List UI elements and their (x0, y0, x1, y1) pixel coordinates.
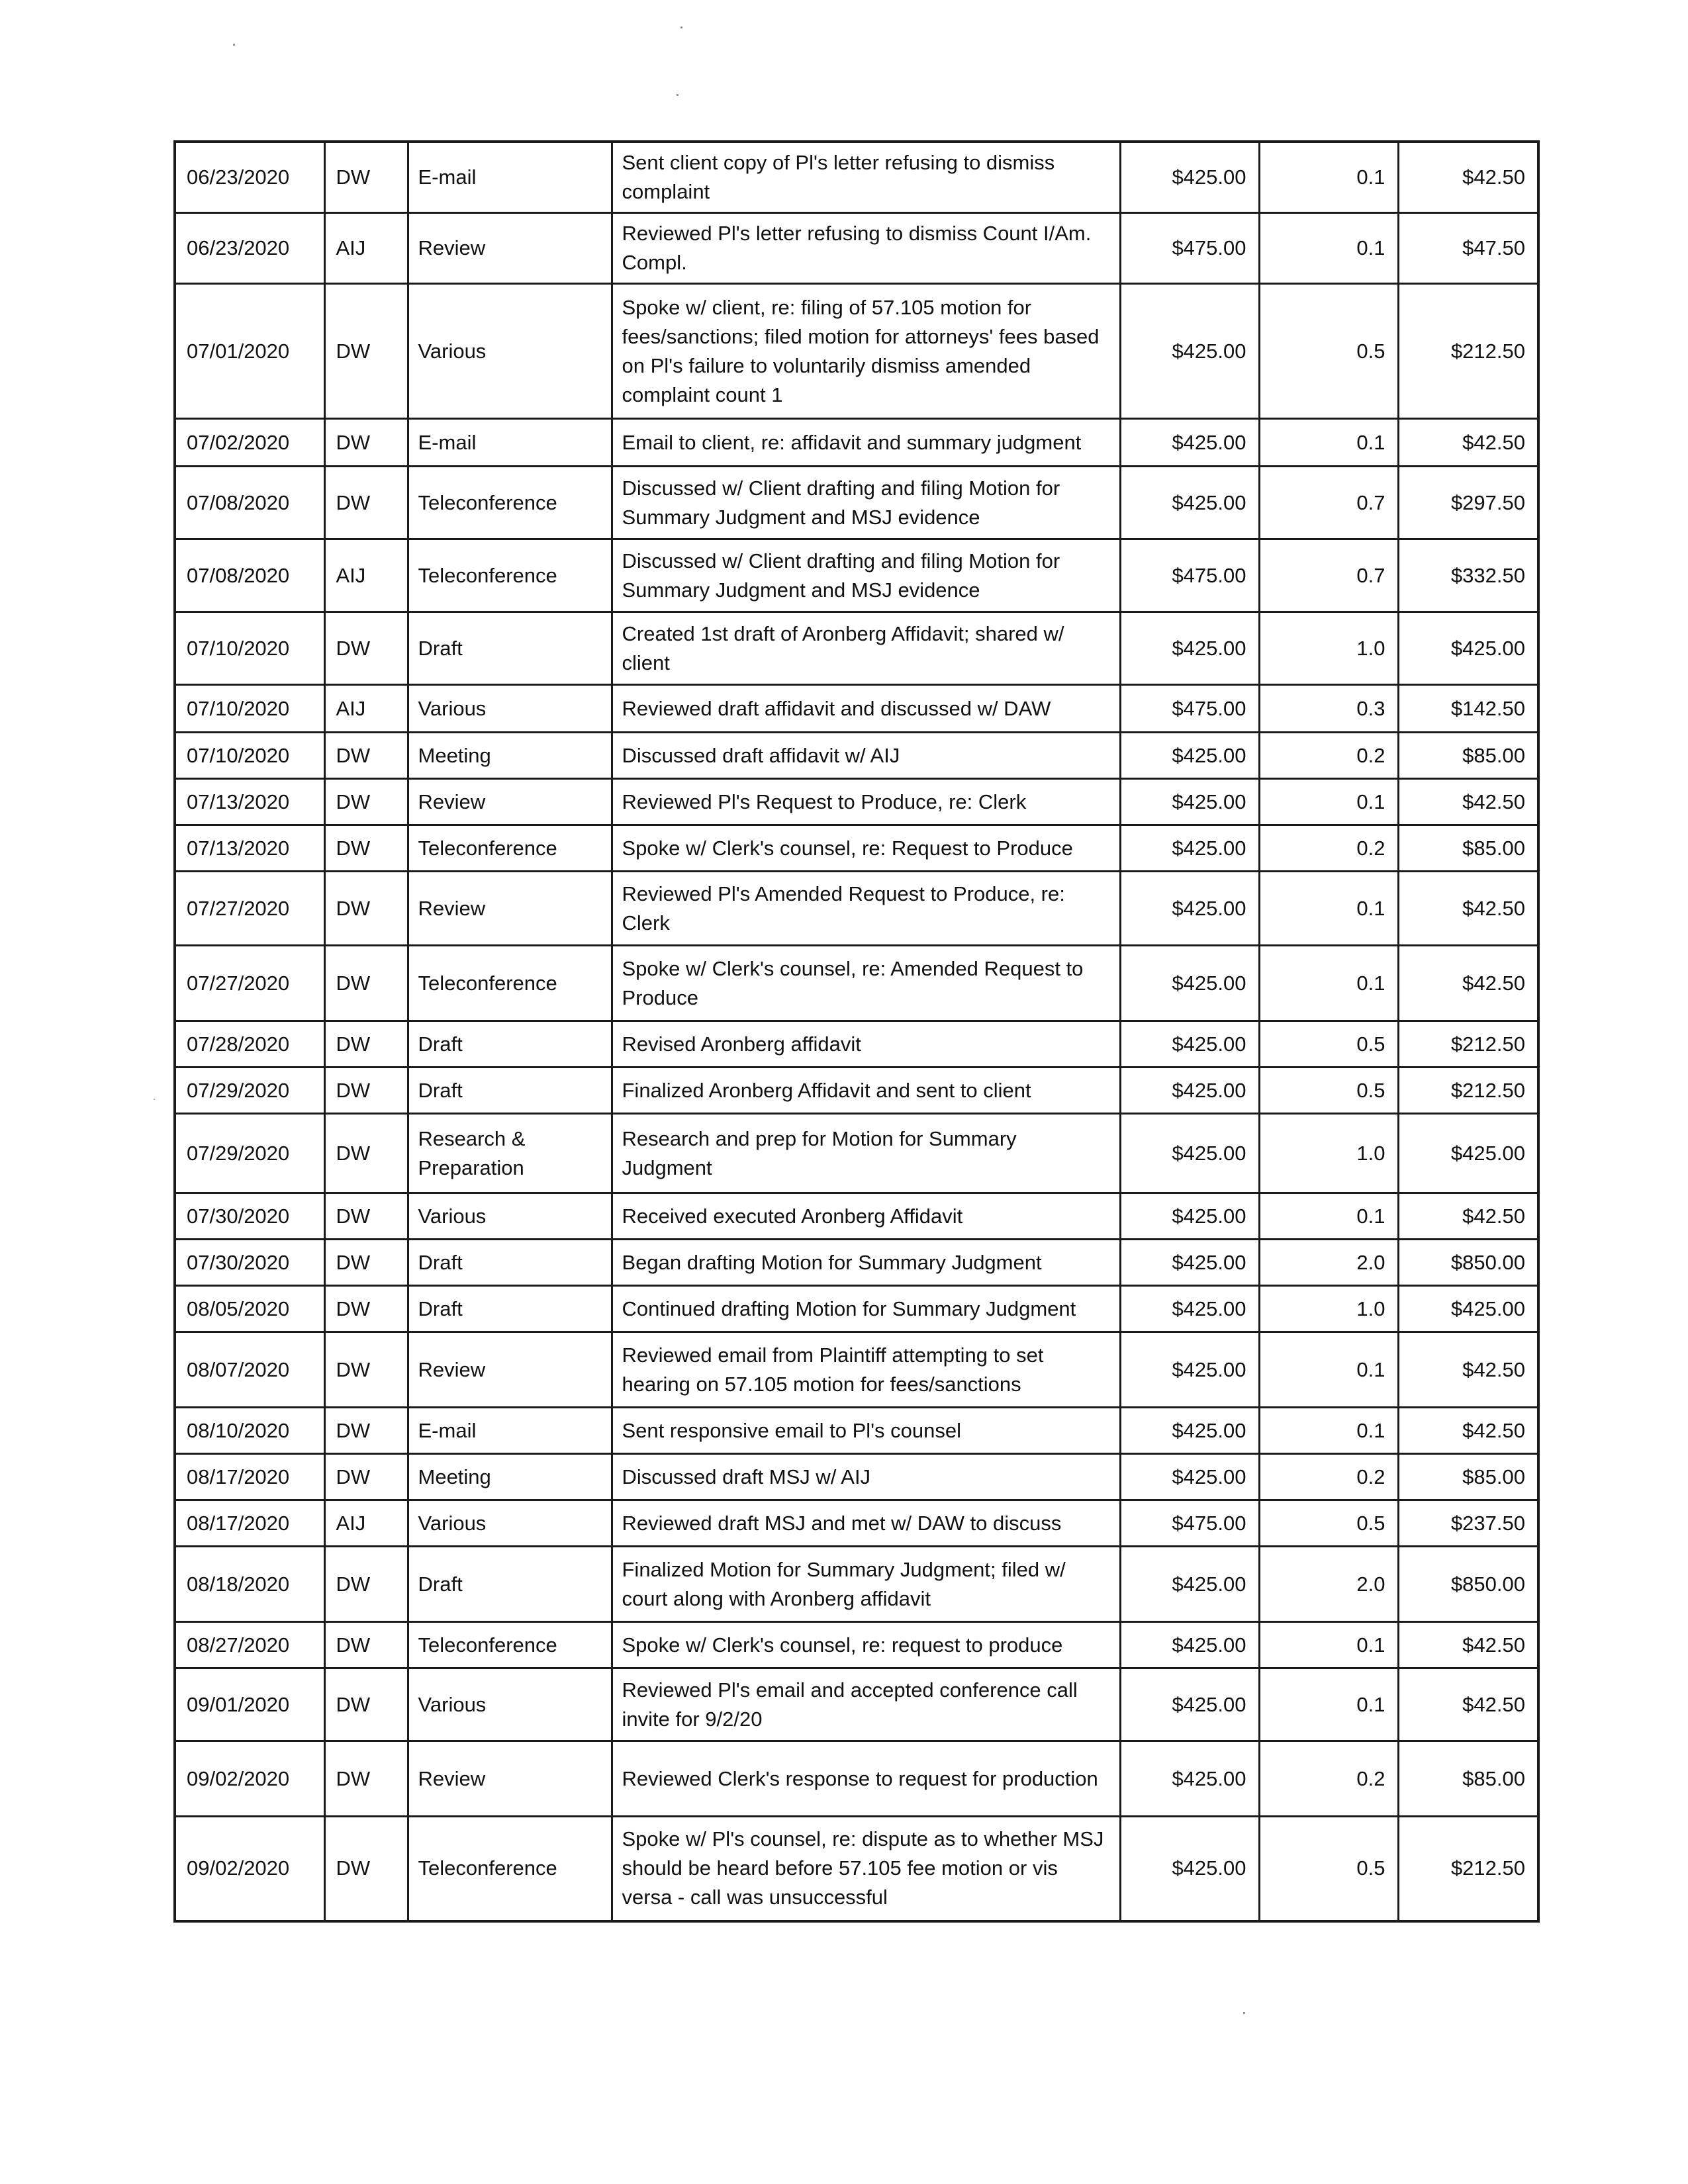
entry-activity-type: Various (408, 685, 612, 733)
entry-description: Began drafting Motion for Summary Judgment (612, 1240, 1120, 1286)
entry-rate: $425.00 (1120, 1817, 1259, 1921)
entry-amount: $85.00 (1398, 825, 1538, 872)
scan-speck (233, 44, 235, 46)
entry-rate: $425.00 (1120, 1547, 1259, 1622)
entry-hours: 0.2 (1259, 825, 1398, 872)
table-row (175, 872, 1538, 946)
entry-timekeeper: DW (324, 1547, 408, 1622)
entry-hours: 0.5 (1259, 1021, 1398, 1068)
entry-timekeeper: DW (324, 1408, 408, 1454)
entry-timekeeper: DW (324, 419, 408, 467)
entry-activity-type: Teleconference (408, 1817, 612, 1921)
entry-rate: $425.00 (1120, 946, 1259, 1021)
entry-description: Sent client copy of Pl's letter refusing to dismiss complaint (612, 142, 1120, 213)
entry-hours: 1.0 (1259, 1286, 1398, 1332)
entry-activity-type: Teleconference (408, 467, 612, 539)
table-row (175, 1021, 1538, 1068)
entry-date: 09/02/2020 (175, 1817, 324, 1921)
entry-amount: $212.50 (1398, 1068, 1538, 1114)
entry-activity-type: Teleconference (408, 539, 612, 612)
entry-description: Spoke w/ Clerk's counsel, re: Request to Produce (612, 825, 1120, 872)
entry-activity-type: E-mail (408, 1408, 612, 1454)
entry-description: Finalized Aronberg Affidavit and sent to client (612, 1068, 1120, 1114)
entry-rate: $475.00 (1120, 539, 1259, 612)
entry-timekeeper: DW (324, 142, 408, 213)
entry-amount: $237.50 (1398, 1500, 1538, 1547)
entry-activity-type: Teleconference (408, 946, 612, 1021)
entry-date: 07/10/2020 (175, 733, 324, 779)
entry-date: 07/08/2020 (175, 467, 324, 539)
scan-speck (154, 1099, 155, 1100)
table-row (175, 1240, 1538, 1286)
entry-hours: 2.0 (1259, 1547, 1398, 1622)
entry-description: Reviewed Pl's letter refusing to dismiss Count I/Am. Compl. (612, 213, 1120, 284)
entry-description: Sent responsive email to Pl's counsel (612, 1408, 1120, 1454)
entry-timekeeper: DW (324, 1193, 408, 1240)
entry-hours: 0.5 (1259, 1500, 1398, 1547)
entry-date: 07/10/2020 (175, 612, 324, 685)
entry-description: Discussed w/ Client drafting and filing Motion for Summary Judgment and MSJ evidence (612, 539, 1120, 612)
entry-activity-type: Review (408, 213, 612, 284)
entry-activity-type: Draft (408, 612, 612, 685)
entry-timekeeper: DW (324, 467, 408, 539)
table-row (175, 685, 1538, 733)
entry-description: Created 1st draft of Aronberg Affidavit; shared w/ client (612, 612, 1120, 685)
entry-description: Finalized Motion for Summary Judgment; filed w/ court along with Aronberg affidavit (612, 1547, 1120, 1622)
table-row (175, 733, 1538, 779)
entry-amount: $85.00 (1398, 1741, 1538, 1817)
entry-description: Spoke w/ Clerk's counsel, re: Amended Request to Produce (612, 946, 1120, 1021)
entry-activity-type: Various (408, 1668, 612, 1741)
entry-timekeeper: AIJ (324, 685, 408, 733)
entry-hours: 0.1 (1259, 779, 1398, 825)
entry-hours: 0.5 (1259, 284, 1398, 419)
entry-description: Spoke w/ Pl's counsel, re: dispute as to whether MSJ should be heard before 57.105 fee motion or vis versa - call was unsuccessful (612, 1817, 1120, 1921)
entry-date: 07/29/2020 (175, 1114, 324, 1193)
table-row (175, 1668, 1538, 1741)
entry-amount: $42.50 (1398, 419, 1538, 467)
table-row (175, 612, 1538, 685)
entry-activity-type: Draft (408, 1240, 612, 1286)
entry-timekeeper: DW (324, 1332, 408, 1408)
entry-hours: 0.1 (1259, 872, 1398, 946)
entry-timekeeper: DW (324, 1068, 408, 1114)
entry-activity-type: Various (408, 284, 612, 419)
entry-activity-type: Draft (408, 1286, 612, 1332)
billing-entries-table (173, 140, 1540, 1923)
entry-timekeeper: AIJ (324, 1500, 408, 1547)
table-row (175, 1286, 1538, 1332)
entry-timekeeper: DW (324, 1021, 408, 1068)
table-row (175, 213, 1538, 284)
entry-amount: $85.00 (1398, 1454, 1538, 1500)
entry-hours: 0.2 (1259, 733, 1398, 779)
entry-hours: 0.2 (1259, 1741, 1398, 1817)
entry-activity-type: Meeting (408, 1454, 612, 1500)
entry-date: 07/29/2020 (175, 1068, 324, 1114)
entry-description: Continued drafting Motion for Summary Judgment (612, 1286, 1120, 1332)
entry-date: 07/27/2020 (175, 946, 324, 1021)
entry-description: Discussed draft MSJ w/ AIJ (612, 1454, 1120, 1500)
entry-hours: 1.0 (1259, 612, 1398, 685)
entry-date: 08/18/2020 (175, 1547, 324, 1622)
entry-rate: $425.00 (1120, 872, 1259, 946)
entry-timekeeper: DW (324, 872, 408, 946)
entry-amount: $42.50 (1398, 1332, 1538, 1408)
entry-activity-type: Various (408, 1500, 612, 1547)
entry-rate: $425.00 (1120, 1622, 1259, 1668)
table-row (175, 1114, 1538, 1193)
entry-timekeeper: DW (324, 1741, 408, 1817)
entry-hours: 0.1 (1259, 1668, 1398, 1741)
entry-date: 08/05/2020 (175, 1286, 324, 1332)
table-row (175, 1068, 1538, 1114)
entry-description: Discussed w/ Client drafting and filing Motion for Summary Judgment and MSJ evidence (612, 467, 1120, 539)
entry-amount: $212.50 (1398, 1021, 1538, 1068)
entry-hours: 0.5 (1259, 1817, 1398, 1921)
entry-rate: $425.00 (1120, 1408, 1259, 1454)
entry-activity-type: Review (408, 872, 612, 946)
entry-timekeeper: DW (324, 1286, 408, 1332)
entry-date: 07/13/2020 (175, 825, 324, 872)
entry-amount: $850.00 (1398, 1547, 1538, 1622)
entry-timekeeper: AIJ (324, 213, 408, 284)
entry-rate: $425.00 (1120, 1114, 1259, 1193)
table-row (175, 467, 1538, 539)
entry-description: Revised Aronberg affidavit (612, 1021, 1120, 1068)
table-row (175, 1500, 1538, 1547)
entry-amount: $42.50 (1398, 946, 1538, 1021)
table-row (175, 539, 1538, 612)
entry-hours: 0.1 (1259, 1408, 1398, 1454)
entry-hours: 0.2 (1259, 1454, 1398, 1500)
entry-hours: 0.1 (1259, 1622, 1398, 1668)
entry-date: 08/17/2020 (175, 1500, 324, 1547)
entry-hours: 0.1 (1259, 1193, 1398, 1240)
entry-rate: $475.00 (1120, 1500, 1259, 1547)
entry-date: 07/28/2020 (175, 1021, 324, 1068)
entry-description: Email to client, re: affidavit and summary judgment (612, 419, 1120, 467)
entry-date: 08/27/2020 (175, 1622, 324, 1668)
entry-timekeeper: DW (324, 1454, 408, 1500)
entry-rate: $425.00 (1120, 1332, 1259, 1408)
entry-rate: $425.00 (1120, 1668, 1259, 1741)
entry-hours: 1.0 (1259, 1114, 1398, 1193)
table-row (175, 779, 1538, 825)
table-row (175, 1332, 1538, 1408)
entry-description: Reviewed draft MSJ and met w/ DAW to discuss (612, 1500, 1120, 1547)
entry-date: 07/01/2020 (175, 284, 324, 419)
entry-rate: $475.00 (1120, 685, 1259, 733)
table-row (175, 419, 1538, 467)
entry-description: Reviewed Clerk's response to request for production (612, 1741, 1120, 1817)
entry-activity-type: Teleconference (408, 825, 612, 872)
table-row (175, 284, 1538, 419)
entry-amount: $42.50 (1398, 1193, 1538, 1240)
scan-speck (680, 26, 682, 28)
entry-rate: $425.00 (1120, 1286, 1259, 1332)
entry-activity-type: Draft (408, 1547, 612, 1622)
entry-timekeeper: DW (324, 284, 408, 419)
entry-date: 07/27/2020 (175, 872, 324, 946)
entry-date: 08/10/2020 (175, 1408, 324, 1454)
entry-activity-type: Various (408, 1193, 612, 1240)
entry-date: 07/02/2020 (175, 419, 324, 467)
entry-activity-type: Review (408, 1741, 612, 1817)
table-row (175, 825, 1538, 872)
table-row (175, 1193, 1538, 1240)
entry-rate: $425.00 (1120, 733, 1259, 779)
table-row (175, 1454, 1538, 1500)
table-row (175, 946, 1538, 1021)
entry-amount: $42.50 (1398, 1622, 1538, 1668)
entry-timekeeper: DW (324, 1622, 408, 1668)
entry-activity-type: Review (408, 1332, 612, 1408)
entry-amount: $212.50 (1398, 284, 1538, 419)
entry-description: Research and prep for Motion for Summary Judgment (612, 1114, 1120, 1193)
entry-description: Reviewed Pl's email and accepted conference call invite for 9/2/20 (612, 1668, 1120, 1741)
entry-amount: $425.00 (1398, 612, 1538, 685)
entry-hours: 2.0 (1259, 1240, 1398, 1286)
entry-hours: 0.1 (1259, 946, 1398, 1021)
entry-description: Reviewed draft affidavit and discussed w/ DAW (612, 685, 1120, 733)
entry-timekeeper: DW (324, 612, 408, 685)
entry-amount: $42.50 (1398, 872, 1538, 946)
entry-rate: $425.00 (1120, 779, 1259, 825)
entry-activity-type: E-mail (408, 142, 612, 213)
entry-activity-type: Teleconference (408, 1622, 612, 1668)
entry-timekeeper: DW (324, 1114, 408, 1193)
entry-hours: 0.5 (1259, 1068, 1398, 1114)
table-row (175, 1741, 1538, 1817)
table-row (175, 1547, 1538, 1622)
entry-description: Received executed Aronberg Affidavit (612, 1193, 1120, 1240)
entry-rate: $425.00 (1120, 419, 1259, 467)
entry-amount: $850.00 (1398, 1240, 1538, 1286)
entry-amount: $212.50 (1398, 1817, 1538, 1921)
entry-amount: $42.50 (1398, 1668, 1538, 1741)
scan-speck (677, 94, 679, 96)
entry-date: 08/07/2020 (175, 1332, 324, 1408)
entry-hours: 0.1 (1259, 419, 1398, 467)
entry-rate: $425.00 (1120, 1741, 1259, 1817)
entry-amount: $42.50 (1398, 1408, 1538, 1454)
entry-amount: $85.00 (1398, 733, 1538, 779)
entry-date: 07/30/2020 (175, 1193, 324, 1240)
billing-entries-body (175, 142, 1538, 1921)
entry-date: 07/10/2020 (175, 685, 324, 733)
entry-description: Reviewed Pl's Amended Request to Produce, re: Clerk (612, 872, 1120, 946)
entry-activity-type: Meeting (408, 733, 612, 779)
entry-description: Reviewed Pl's Request to Produce, re: Clerk (612, 779, 1120, 825)
entry-date: 06/23/2020 (175, 142, 324, 213)
entry-hours: 0.3 (1259, 685, 1398, 733)
entry-activity-type: Review (408, 779, 612, 825)
entry-rate: $425.00 (1120, 1021, 1259, 1068)
entry-hours: 0.1 (1259, 213, 1398, 284)
entry-date: 07/13/2020 (175, 779, 324, 825)
entry-timekeeper: DW (324, 1668, 408, 1741)
entry-amount: $332.50 (1398, 539, 1538, 612)
entry-date: 07/08/2020 (175, 539, 324, 612)
entry-amount: $47.50 (1398, 213, 1538, 284)
entry-amount: $42.50 (1398, 779, 1538, 825)
table-row (175, 142, 1538, 213)
scan-speck (1243, 2012, 1245, 2014)
entry-rate: $425.00 (1120, 284, 1259, 419)
entry-timekeeper: DW (324, 946, 408, 1021)
entry-description: Discussed draft affidavit w/ AIJ (612, 733, 1120, 779)
entry-rate: $425.00 (1120, 612, 1259, 685)
entry-date: 06/23/2020 (175, 213, 324, 284)
entry-activity-type: Draft (408, 1021, 612, 1068)
entry-date: 09/02/2020 (175, 1741, 324, 1817)
entry-description: Spoke w/ Clerk's counsel, re: request to produce (612, 1622, 1120, 1668)
entry-timekeeper: DW (324, 779, 408, 825)
entry-date: 08/17/2020 (175, 1454, 324, 1500)
entry-description: Reviewed email from Plaintiff attempting to set hearing on 57.105 motion for fees/sanctions (612, 1332, 1120, 1408)
entry-rate: $475.00 (1120, 213, 1259, 284)
entry-timekeeper: DW (324, 1817, 408, 1921)
entry-rate: $425.00 (1120, 1454, 1259, 1500)
entry-hours: 0.1 (1259, 142, 1398, 213)
entry-activity-type: Draft (408, 1068, 612, 1114)
entry-timekeeper: DW (324, 1240, 408, 1286)
entry-rate: $425.00 (1120, 825, 1259, 872)
entry-rate: $425.00 (1120, 142, 1259, 213)
entry-hours: 0.7 (1259, 467, 1398, 539)
entry-timekeeper: AIJ (324, 539, 408, 612)
entry-rate: $425.00 (1120, 467, 1259, 539)
entry-amount: $425.00 (1398, 1286, 1538, 1332)
table-row (175, 1622, 1538, 1668)
entry-activity-type: E-mail (408, 419, 612, 467)
entry-date: 09/01/2020 (175, 1668, 324, 1741)
entry-rate: $425.00 (1120, 1068, 1259, 1114)
table-row (175, 1408, 1538, 1454)
entry-amount: $297.50 (1398, 467, 1538, 539)
entry-hours: 0.7 (1259, 539, 1398, 612)
entry-timekeeper: DW (324, 733, 408, 779)
entry-description: Spoke w/ client, re: filing of 57.105 motion for fees/sanctions; filed motion for attorneys' fees based on Pl's failure to voluntarily dismiss amended complaint count 1 (612, 284, 1120, 419)
entry-hours: 0.1 (1259, 1332, 1398, 1408)
entry-amount: $42.50 (1398, 142, 1538, 213)
table-row (175, 1817, 1538, 1921)
entry-amount: $425.00 (1398, 1114, 1538, 1193)
entry-activity-type: Research & Preparation (408, 1114, 612, 1193)
entry-rate: $425.00 (1120, 1240, 1259, 1286)
entry-amount: $142.50 (1398, 685, 1538, 733)
entry-rate: $425.00 (1120, 1193, 1259, 1240)
entry-timekeeper: DW (324, 825, 408, 872)
entry-date: 07/30/2020 (175, 1240, 324, 1286)
